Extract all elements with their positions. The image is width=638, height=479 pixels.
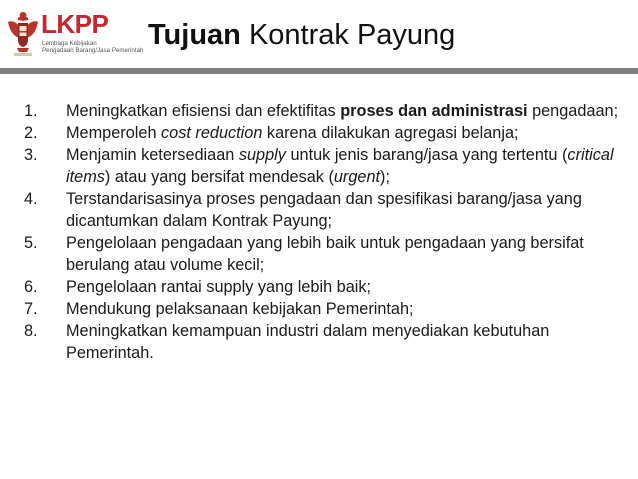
list-item: [24, 100, 624, 122]
list-item-text: supply: [238, 146, 286, 164]
list-item-text: Mendukung pelaksanaan kebijakan Pemerintah;: [66, 300, 414, 318]
list-item: [24, 144, 624, 188]
list-item: [24, 276, 624, 298]
list-item: [24, 298, 624, 320]
list-item: [24, 232, 624, 276]
list-item-text: cost reduction: [161, 124, 263, 142]
list-item-text: Pengelolaan rantai supply yang lebih baik;: [66, 278, 372, 296]
page-title: [148, 18, 455, 52]
list-item-number: 2.: [24, 124, 38, 142]
list-item-text: karena dilakukan agregasi belanja;: [262, 124, 519, 142]
list-item-text: pengadaan;: [527, 102, 619, 120]
header: [0, 0, 638, 68]
logo-subtitle: [42, 40, 143, 54]
list-item: [24, 122, 624, 144]
list-item-text: urgent: [333, 168, 381, 186]
list-item-text: critical items: [66, 146, 614, 186]
title-rest: Kontrak Payung: [240, 19, 456, 51]
list-item-text: Meningkatkan efisiensi dan efektifitas: [66, 102, 341, 120]
list-item-text: Meningkatkan kemampuan industri dalam menyediakan kebutuhan Pemerintah.: [66, 322, 550, 362]
list-item-text: Memperoleh: [66, 124, 162, 142]
list-item-number: 6.: [24, 278, 38, 296]
title-bold: Tujuan: [148, 19, 241, 51]
logo-subtitle-line1: Lembaga Kebijakan: [42, 40, 97, 47]
list-item-text: proses dan administrasi: [340, 102, 528, 120]
list-item-number: 4.: [24, 190, 38, 208]
list-item-text: );: [380, 168, 390, 186]
list-item-text: untuk jenis barang/jasa yang tertentu (: [285, 146, 568, 164]
list-item-text: ) atau yang bersifat mendesak (: [104, 168, 334, 186]
list-item-number: 7.: [24, 300, 38, 318]
list-item-text: Pengelolaan pengadaan yang lebih baik untuk pengadaan yang bersifat berulang atau volume kecil;: [66, 234, 584, 274]
list-item: [24, 188, 624, 232]
list-item-number: 1.: [24, 102, 38, 120]
logo-wordmark: LKPP: [41, 9, 109, 39]
list-item-text: Menjamin ketersediaan: [66, 146, 239, 164]
list-item: [24, 320, 624, 364]
list-item-number: 8.: [24, 322, 38, 340]
lkpp-logo: [6, 8, 146, 60]
logo-subtitle-line2: Pengadaan Barang/Jasa Pemerintah: [42, 47, 144, 54]
list-item-text: Terstandarisasinya proses pengadaan dan spesifikasi barang/jasa yang dicantumkan dalam Kontrak Payung;: [66, 190, 582, 230]
list-item-number: 5.: [24, 234, 38, 252]
goal-list: [24, 100, 624, 364]
title-divider-bar: [0, 68, 638, 74]
garuda-emblem-icon: [6, 8, 40, 58]
list-item-number: 3.: [24, 146, 38, 164]
